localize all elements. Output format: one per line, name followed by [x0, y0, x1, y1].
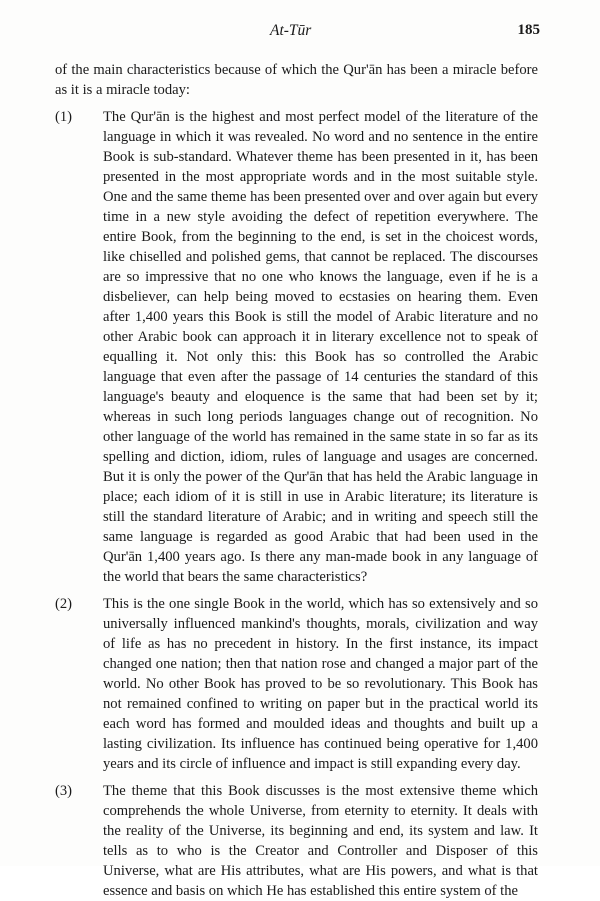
intro-paragraph: of the main characteristics because of which the Qur'ān has been a miracle before as it is a miracle today: — [55, 62, 538, 98]
numbered-item-3 — [0, 781, 600, 901]
numbered-item-2 — [0, 594, 600, 774]
item-paragraph: The theme that this Book discusses is the most extensive theme which comprehends the whole Universe, from eternity to eternity. It deals with the reality of the Universe, its beginning and end, its system and law. It tells as to who is the Creator and Controller and Disposer of this Universe, what are His attributes, what are His powers, and what is that essence and basis on which He has established this entire system of the — [103, 783, 538, 899]
body-text — [0, 60, 600, 901]
numbered-item-1 — [0, 107, 600, 587]
item-number: (2) — [55, 596, 73, 612]
page-number: 185 — [517, 22, 540, 38]
item-paragraph: This is the one single Book in the world, which has so extensively and so universally influenced mankind's thoughts, morals, civilization and way of life as has no precedent in history. In the first instance, its impact changed one nation; then that nation rose and changed a major part of the world. No other Book has proved to be so revolutionary. This Book has not remained confined to writing on paper but in the practical world its each word has formed and moulded ideas and thoughts and built up a lasting civilization. Its influence has continued being operative for 1,400 years and its circle of influence and impact is still expanding every day. — [103, 596, 538, 772]
item-number: (1) — [55, 109, 73, 125]
item-paragraph: The Qur'ān is the highest and most perfect model of the literature of the language in which it was revealed. No word and no sentence in the entire Book is sub-standard. Whatever theme has been presented in it, has been presented in the most appropriate words and in the most suitable style. One and the same theme has been presented over and over again but every time in a new style avoiding the defect of repetition everywhere. The entire Book, from the beginning to the end, is set in the choicest words, like chiselled and polished gems, that cannot be replaced. The discourses are so impressive that no one who knows the language, even if he is a disbeliever, can help being moved to ecstasies on hearing them. Even after 1,400 years this Book is still the model of Arabic literature and no other Arabic book can approach it in literary excellence not to speak of equalling it. Not only this: this Book has so controlled the Arabic language that even after the passage of 14 centuries the standard of this language's beauty and eloquence is the same that had been set by it; whereas in such long periods languages change out of recognition. No other language of the world has remained in the same state in so far as its spelling and diction, idiom, rules of language and usages are concerned. But it is only the power of the Qur'ān that has held the Arabic language in place; each idiom of it is still in use in Arabic literature; its literature is still the standard literature of Arabic; and in writing and speech still the same language is regarded as good Arabic that had been used in the Qur'ān 1,400 years ago. Is there any man-made book in any language of the world that bears the same characteristics? — [103, 109, 538, 585]
running-title: At-Tūr — [270, 22, 312, 39]
item-number: (3) — [55, 783, 73, 799]
running-head — [0, 22, 600, 44]
